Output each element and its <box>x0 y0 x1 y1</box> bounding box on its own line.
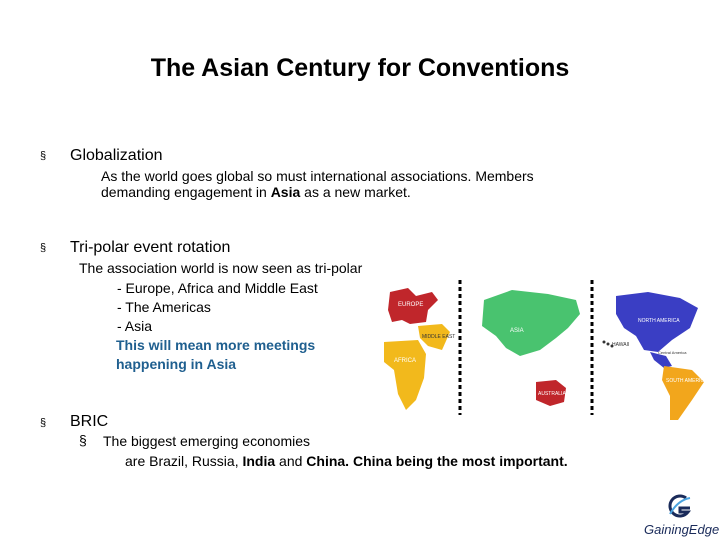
map-label-north-america: NORTH AMERICA <box>638 318 680 324</box>
map-label-hawaii: HAWAII <box>612 342 630 348</box>
bullet-marker: § <box>40 417 47 429</box>
map-label-australia: AUSTRALIA <box>538 391 566 397</box>
asia-region <box>482 290 580 356</box>
list-item: - The Americas <box>117 299 211 315</box>
slide-title: The Asian Century for Conventions <box>150 54 570 82</box>
body-line: demanding engagement in Asia as a new market. <box>101 184 411 200</box>
region-list <box>117 279 318 336</box>
list-item: - Europe, Africa and Middle East <box>117 280 318 296</box>
section-heading: Tri-polar event rotation <box>70 239 231 256</box>
africa-region <box>384 340 426 410</box>
section-heading: BRIC <box>70 413 109 430</box>
section-body <box>101 168 534 200</box>
bullet-marker: § <box>40 242 47 254</box>
map-label-asia: ASIA <box>510 328 524 334</box>
south-america-region <box>662 366 704 420</box>
logo-mark-icon <box>664 494 694 520</box>
section-body: The biggest emerging economies are Brazil, Russia, India and China. China being the most important. <box>103 433 568 469</box>
section-intro: The association world is now seen as tri-polar <box>79 260 363 276</box>
section-heading: Globalization <box>70 147 163 164</box>
map-label-central-america: Central America <box>658 350 687 355</box>
bullet-marker: § <box>40 150 47 162</box>
map-label-middle-east: MIDDLE EAST <box>422 334 456 340</box>
map-label-africa: AFRICA <box>394 358 417 364</box>
body-line: As the world goes global so must international associations. Members <box>101 168 534 184</box>
logo-text: GainingEdge <box>644 522 720 537</box>
gainingedge-logo <box>644 494 720 540</box>
tri-polar-world-map <box>380 270 715 430</box>
highlight-text: This will mean more meetings happening in Asia <box>116 337 316 372</box>
map-label-europe: EUROPE <box>398 302 424 308</box>
list-item: - Asia <box>117 318 153 334</box>
map-label-south-america: SOUTH AMERICA <box>666 378 708 384</box>
sub-bullet-marker: § <box>79 432 87 448</box>
